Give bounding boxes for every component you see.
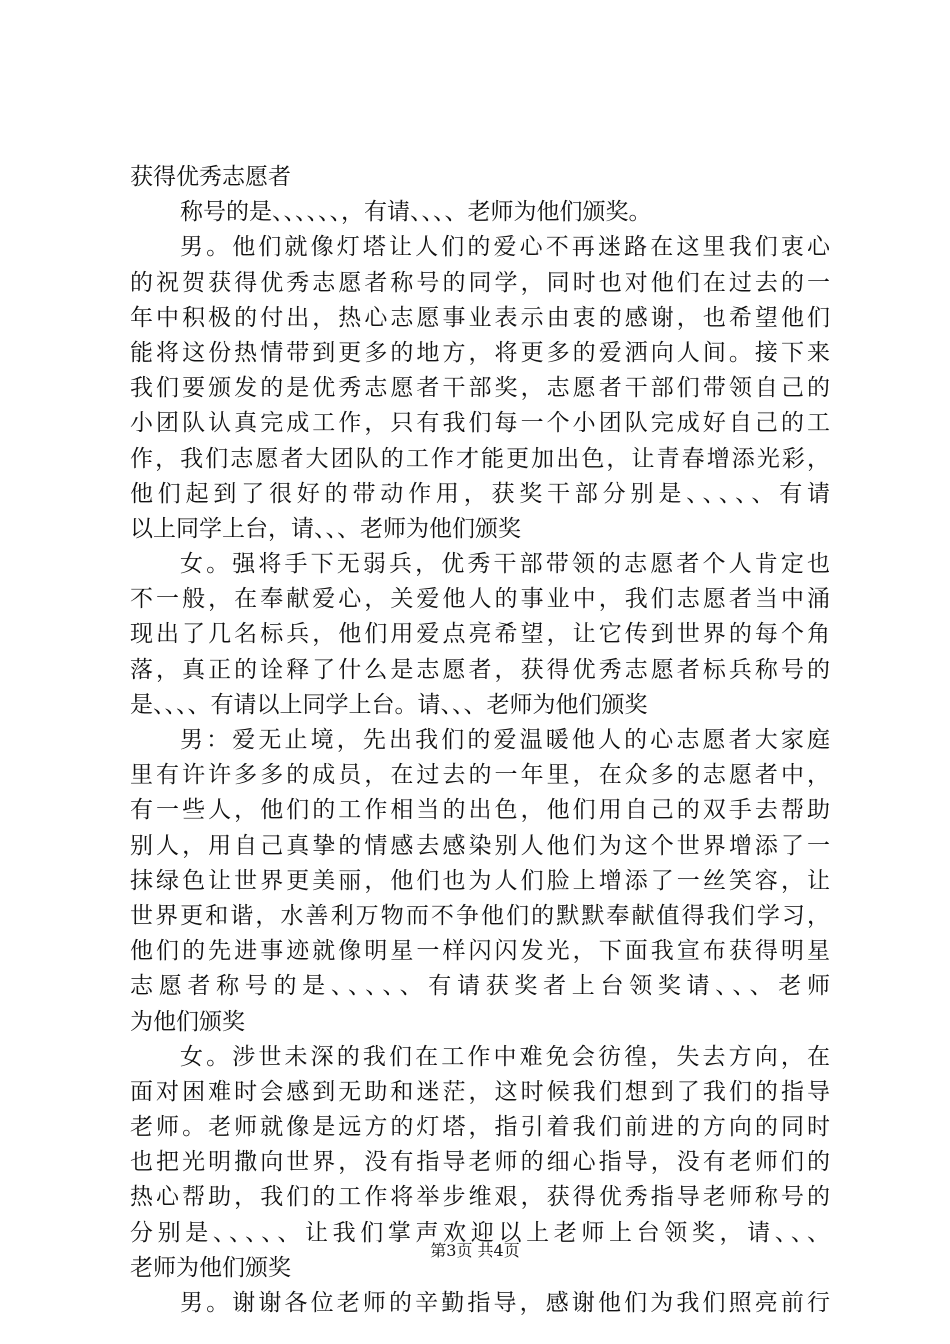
text-line: 他们的先进事迹就像明星一样闪闪发光，下面我宣布获得明星 <box>130 938 830 965</box>
page-number-label: 第3页 共4页 <box>430 1241 520 1260</box>
text-line: 抹绿色让世界更美丽，他们也为人们脸上增添了一丝笑容，让 <box>130 867 830 894</box>
text-line: 志愿者称号的是、、、、、有请获奖者上台领奖请、、、老师 <box>130 973 830 1000</box>
text-line: 作，我们志愿者大团队的工作才能更加出色，让青春增添光彩， <box>130 445 830 472</box>
text-line: 别人，用自己真挚的情感去感染别人他们为这个世界增添了一 <box>130 832 830 859</box>
text-line: 小团队认真完成工作，只有我们每一个小团队完成好自己的工 <box>130 410 830 437</box>
text-line: 男。他们就像灯塔让人们的爱心不再迷路在这里我们衷心 <box>180 234 830 261</box>
text-line: 有一些人，他们的工作相当的出色，他们用自己的双手去帮助 <box>130 797 830 824</box>
text-line: 男。谢谢各位老师的辛勤指导，感谢他们为我们照亮前行 <box>180 1290 830 1316</box>
text-line: 年中积极的付出，热心志愿事业表示由衷的感谢，也希望他们 <box>130 304 830 331</box>
document-body <box>130 160 830 1321</box>
text-line: 他们起到了很好的带动作用，获奖干部分别是、、、、、有请 <box>130 480 830 507</box>
text-line: 的祝贺获得优秀志愿者称号的同学，同时也对他们在过去的一 <box>130 269 830 296</box>
text-line: 女。强将手下无弱兵，优秀干部带领的志愿者个人肯定也 <box>180 551 830 578</box>
text-line: 老师为他们颁奖 <box>130 1254 291 1281</box>
text-line: 热心帮助，我们的工作将举步维艰，获得优秀指导老师称号的 <box>130 1184 830 1211</box>
text-line: 分别是、、、、、让我们掌声欢迎以上老师上台领奖，请、、、 <box>130 1219 830 1246</box>
page-footer <box>0 1241 950 1261</box>
text-line: 面对困难时会感到无助和迷茫，这时候我们想到了我们的指导 <box>130 1078 830 1105</box>
text-line: 获得优秀志愿者 <box>130 164 291 190</box>
text-line: 以上同学上台，请、、、老师为他们颁奖 <box>130 515 521 542</box>
text-line: 里有许许多多的成员，在过去的一年里，在众多的志愿者中， <box>130 762 830 789</box>
text-line: 我们要颁发的是优秀志愿者干部奖，志愿者干部们带领自己的 <box>130 375 830 402</box>
text-line: 现出了几名标兵，他们用爱点亮希望，让它传到世界的每个角 <box>130 621 830 648</box>
text-line: 女。涉世未深的我们在工作中难免会彷徨，失去方向，在 <box>180 1043 830 1070</box>
text-line: 称号的是、、、、、、，有请、、、、老师为他们颁奖。 <box>180 199 652 226</box>
text-line: 世界更和谐，水善利万物而不争他们的默默奉献值得我们学习， <box>130 902 830 929</box>
text-line: 为他们颁奖 <box>130 1008 245 1035</box>
text-line: 能将这份热情带到更多的地方，将更多的爱洒向人间。接下来 <box>130 339 830 366</box>
text-line: 男：爱无止境，先出我们的爱温暖他人的心志愿者大家庭 <box>180 727 830 753</box>
text-line: 不一般，在奉献爱心，关爱他人的事业中，我们志愿者当中涌 <box>130 586 830 613</box>
text-line: 老师。老师就像是远方的灯塔，指引着我们前进的方向的同时 <box>130 1114 830 1141</box>
text-line: 是、、、、有请以上同学上台。请、、、老师为他们颁奖 <box>130 691 648 718</box>
text-line: 落，真正的诠释了什么是志愿者，获得优秀志愿者标兵称号的 <box>130 656 830 683</box>
text-line: 也把光明撒向世界，没有指导老师的细心指导，没有老师们的 <box>130 1149 830 1176</box>
